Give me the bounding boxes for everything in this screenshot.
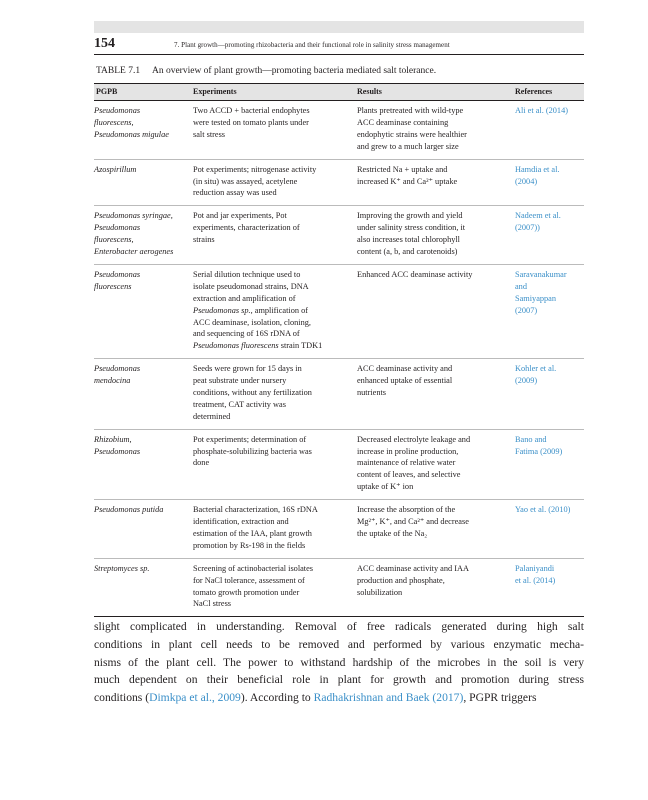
cell-line: Azospirillum (94, 164, 137, 174)
cell-line: Two ACCD + bacterial endophytes (193, 106, 310, 115)
cell-line: (in situ) was assayed, acetylene (193, 176, 298, 186)
pgpb-cell (94, 105, 188, 141)
cell-line: enhanced uptake of essential (357, 376, 453, 386)
cell-line: Bacterial characterization, 16S rDNA (193, 505, 318, 515)
results-cell (357, 269, 509, 281)
cell-line: Pseudomonas putida (94, 505, 164, 515)
cell-line: Pseudomonas fluorescens strain TDK1 (193, 341, 323, 351)
cell-line: Ali et al. (2014) (515, 106, 568, 115)
pgpb-cell (94, 563, 188, 575)
cell-line: Enterobacter aerogenes (94, 247, 174, 256)
experiments-cell (193, 563, 351, 611)
cell-line: determined (193, 411, 231, 421)
references-cell[interactable] (515, 105, 587, 117)
table-row (94, 500, 584, 559)
cell-line: Mg²⁺, K⁺, and Ca²⁺ and decrease (357, 517, 469, 527)
cell-line: Enhanced ACC deaminase activity (357, 269, 473, 279)
cell-line: Increase the absorption of the (357, 505, 456, 515)
cell-line: were tested on tomato plants under (193, 117, 309, 127)
cell-line: Saravanakumar (515, 269, 567, 279)
cell-line: Restricted Na + uptake and (357, 164, 448, 174)
table-row (94, 430, 584, 501)
page-header (94, 36, 584, 54)
cell-line: mendocina (94, 376, 131, 386)
column-header-references: References (515, 87, 553, 96)
cell-line: and grew to a much larger size (357, 141, 459, 151)
cell-line: Improving the growth and yield (357, 211, 463, 221)
cell-line: Nadeem et al. (515, 211, 561, 221)
pgpb-cell (94, 269, 188, 293)
cell-line: Kohler et al. (515, 364, 557, 374)
page-number: 154 (94, 36, 115, 51)
body-text-fragment: conditions ( (94, 691, 150, 705)
cell-line: Pseudomonas migulae (94, 129, 169, 139)
cell-line: extraction and amplification of (193, 293, 296, 303)
cell-line: solubilization (357, 587, 403, 597)
cell-line: increased K⁺ and Ca²⁺ uptake (357, 176, 458, 186)
table-body (94, 101, 584, 617)
cell-line: strains (193, 235, 215, 245)
references-cell[interactable] (515, 504, 587, 516)
experiments-cell (193, 164, 351, 200)
references-cell[interactable] (515, 164, 587, 188)
table-row (94, 359, 584, 430)
cell-line: conditions, without any fertilization (193, 387, 312, 397)
cell-line: Pot experiments; nitrogenase activity (193, 164, 317, 174)
cell-line: Pseudomonas (94, 364, 141, 374)
header-band (94, 21, 584, 33)
cell-line: for NaCl tolerance, assessment of (193, 575, 305, 585)
table-label: TABLE 7.1 (96, 66, 141, 76)
cell-line: ACC deaminase containing (357, 117, 449, 127)
body-line (94, 689, 584, 707)
cell-line: Streptomyces sp. (94, 563, 150, 573)
cell-line: (2009) (515, 376, 538, 386)
table-row (94, 160, 584, 207)
table-caption (96, 66, 436, 76)
salt-tolerance-table (94, 83, 584, 617)
cell-line: isolate pseudomonad strains, DNA (193, 281, 309, 291)
cell-line: Serial dilution technique used to (193, 269, 301, 279)
references-cell[interactable] (515, 434, 587, 458)
cell-line: Yao et al. (2010) (515, 505, 571, 515)
cell-line: Pseudomonas syringae, (94, 211, 173, 221)
cell-line: estimation of the IAA, plant growth (193, 528, 312, 538)
cell-line: content (a, b, and carotenoids) (357, 247, 458, 256)
cell-line: uptake of K⁺ ion (357, 482, 414, 492)
cell-line: peat substrate under nursery (193, 376, 287, 386)
cell-line: also increases total chlorophyll (357, 235, 460, 245)
cell-line: Pot and jar experiments, Pot (193, 211, 287, 221)
cell-line: fluorescens (94, 281, 132, 291)
cell-line: Pseudomonas (94, 223, 141, 233)
cell-line: experiments, characterization of (193, 223, 300, 233)
cell-line: endophytic strains were healthier (357, 129, 467, 139)
cell-line: nutrients (357, 387, 387, 397)
cell-line: phosphate-solubilizing bacteria was (193, 446, 312, 456)
experiments-cell (193, 363, 351, 423)
cell-line: Decreased electrolyte leakage and (357, 434, 471, 444)
cell-line: Pseudomonas sp., amplification of (193, 305, 308, 315)
body-text-fragment: , PGPR triggers (463, 691, 537, 705)
cell-line: NaCl stress (193, 599, 232, 609)
cell-line: increase in proline production, (357, 446, 459, 456)
pgpb-cell (94, 210, 188, 258)
cell-line: salt stress (193, 129, 226, 139)
cell-line: Bano and (515, 434, 547, 444)
results-cell (357, 363, 509, 399)
column-header-results: Results (357, 87, 382, 96)
cell-line: Pseudomonas (94, 446, 141, 456)
cell-line: content of leaves, and selective (357, 470, 461, 480)
results-cell (357, 105, 509, 153)
body-line: slight complicated in understanding. Removal of free radicals generated during high salt (94, 620, 584, 633)
results-cell (357, 504, 509, 540)
cell-line: Palaniyandi (515, 563, 555, 573)
cell-line: Screening of actinobacterial isolates (193, 563, 314, 573)
cell-line: identification, extraction and (193, 517, 289, 527)
pgpb-cell (94, 434, 188, 458)
cell-line: done (193, 458, 210, 468)
references-cell[interactable] (515, 363, 587, 387)
cell-line: Fatima (2009) (515, 446, 563, 456)
cell-line: Pseudomonas (94, 269, 141, 279)
cell-line: ACC deaminase, isolation, cloning, (193, 317, 311, 327)
experiments-cell (193, 504, 351, 552)
body-line: nisms of the plant cell. The power to withstand hardship of the microbes in the soil is very (94, 655, 584, 669)
citation-link[interactable]: Radhakrishnan and Baek (2017) (313, 691, 464, 705)
references-cell[interactable] (515, 269, 587, 317)
cell-line: (2007)) (515, 223, 540, 233)
cell-line: Seeds were grown for 15 days in (193, 364, 302, 374)
cell-line: production and phosphate, (357, 575, 445, 585)
cell-line: (2007) (515, 305, 538, 315)
references-cell[interactable] (515, 563, 587, 587)
body-paragraph (94, 618, 584, 707)
body-line: much dependent on their beneficial role in plant for growth and promotion during stress (94, 673, 584, 687)
cell-line: under salinity stress condition, it (357, 223, 466, 233)
cell-line: tomato growth promotion under (193, 587, 300, 597)
results-cell (357, 164, 509, 188)
table-row (94, 101, 584, 160)
cell-line: the uptake of the Na₂ (357, 528, 428, 538)
cell-line: Pot experiments; determination of (193, 434, 307, 444)
cell-line: treatment, CAT activity was (193, 399, 286, 409)
cell-line: Rhizobium, (94, 434, 132, 444)
cell-line: Samiyappan (515, 293, 557, 303)
cell-line: ACC deaminase activity and (357, 364, 453, 374)
experiments-cell (193, 434, 351, 470)
column-header-pgpb: PGPB (96, 87, 118, 96)
cell-line: Hamdia et al. (515, 164, 560, 174)
pgpb-cell (94, 164, 188, 176)
table-caption-text: An overview of plant growth—promoting bacteria mediated salt tolerance. (151, 66, 437, 76)
table-header-row (94, 83, 584, 101)
cell-line: fluorescens, (94, 117, 134, 127)
cell-line: ACC deaminase activity and IAA (357, 563, 469, 573)
cell-line: et al. (2014) (515, 575, 556, 585)
body-line: conditions in plant cell needs to be removed and performed by various enzymatic mecha- (94, 637, 584, 651)
table-row (94, 265, 584, 359)
results-cell (357, 563, 509, 599)
table-row (94, 559, 584, 618)
experiments-cell (193, 269, 351, 352)
experiments-cell (193, 105, 351, 141)
pgpb-cell (94, 363, 188, 387)
header-rule (94, 54, 584, 55)
running-title: 7. Plant growth—promoting rhizobacteria and their functional role in salinity stress management (174, 41, 450, 49)
cell-line: Pseudomonas (94, 106, 141, 115)
body-text-fragment: ). According to (240, 691, 314, 705)
cell-line: and sequencing of 16S rDNA of (193, 329, 300, 339)
cell-line: promotion by Rs-198 in the fields (193, 540, 306, 550)
cell-line: maintenance of relative water (357, 458, 456, 468)
citation-link[interactable]: Dimkpa et al., 2009 (149, 691, 241, 705)
pgpb-cell (94, 504, 188, 516)
cell-line: fluorescens, (94, 235, 134, 245)
cell-line: and (515, 281, 527, 291)
experiments-cell (193, 210, 351, 246)
column-header-experiments: Experiments (193, 87, 237, 96)
cell-line: Plants pretreated with wild-type (357, 106, 464, 115)
table-row (94, 206, 584, 265)
references-cell[interactable] (515, 210, 587, 234)
results-cell (357, 434, 509, 494)
cell-line: (2004) (515, 176, 538, 186)
results-cell (357, 210, 509, 258)
cell-line: reduction assay was used (193, 188, 277, 198)
